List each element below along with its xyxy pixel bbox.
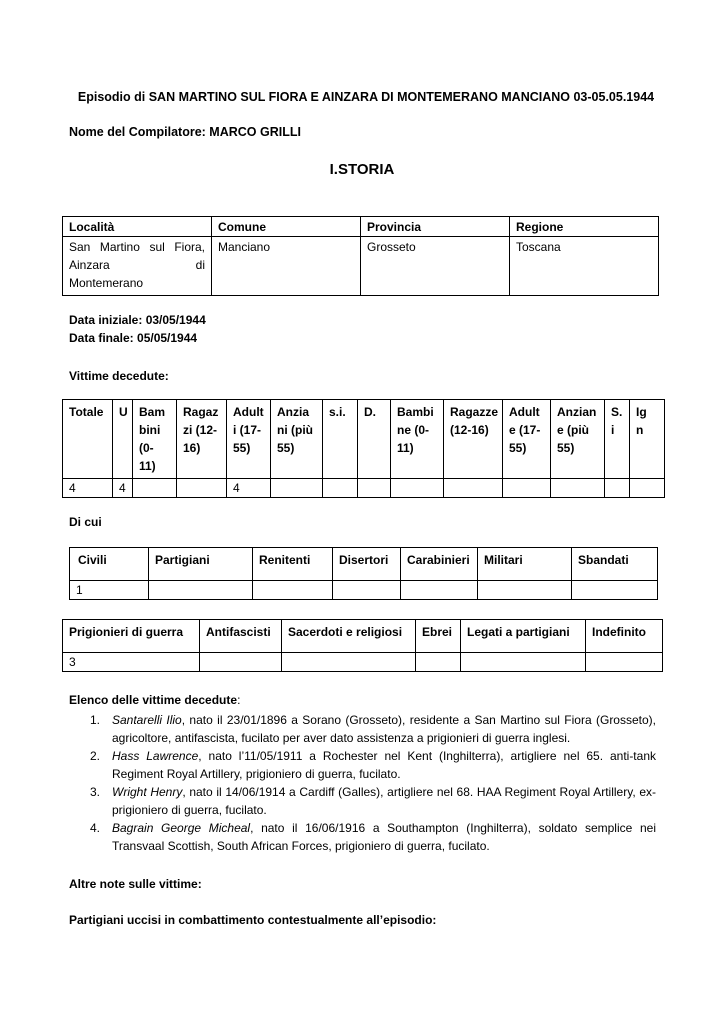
cat1-header-militari: Militari <box>478 548 572 581</box>
cat1-header-carabinieri: Carabinieri <box>401 548 478 581</box>
victims-value-adulti: 4 <box>227 479 271 498</box>
location-value-regione: Toscana <box>510 237 659 296</box>
cat1-value-disertori <box>333 581 401 600</box>
location-value-provincia: Grosseto <box>361 237 510 296</box>
end-date: Data finale: 05/05/1944 <box>69 331 198 345</box>
victims-value-bambini <box>133 479 177 498</box>
victims-header-bambini: Bam bini (0- 11) <box>133 400 177 479</box>
victims-header-adulte: Adult e (17- 55) <box>503 400 551 479</box>
victim-name: Bagrain George Micheal <box>112 821 251 835</box>
list-item <box>90 711 656 747</box>
victims-value-ragazzi <box>177 479 227 498</box>
victims-header-ragazze: Ragazze (12-16) <box>444 400 503 479</box>
victims-value-si <box>323 479 358 498</box>
cat1-value-carabinieri <box>401 581 478 600</box>
cat2-header-sacerdoti: Sacerdoti e religiosi <box>282 620 416 653</box>
victim-name: Wright Henry <box>112 785 183 799</box>
victims-header-totale: Totale <box>63 400 113 479</box>
victims-value-ign <box>630 479 665 498</box>
victims-value-d <box>358 479 391 498</box>
cat1-value-militari <box>478 581 572 600</box>
list-item-number: 2. <box>90 749 101 763</box>
location-value-localita <box>63 237 212 296</box>
victim-details: , nato il 16/06/1916 a Southampton (Inghilterra), soldato semplice nei Transvaal Scottish, South African Forces, prigioniero di guerra, fucilato. <box>112 821 656 853</box>
victims-value-totale: 4 <box>63 479 113 498</box>
start-date: Data iniziale: 03/05/1944 <box>69 313 206 327</box>
cat1-value-partigiani <box>149 581 253 600</box>
list-item-number: 3. <box>90 785 101 799</box>
victims-value-anziane <box>551 479 605 498</box>
victims-header-d: D. <box>358 400 391 479</box>
section-heading: I.STORIA <box>329 161 395 178</box>
di-cui-label: Di cui <box>69 515 102 529</box>
cat2-value-prigionieri: 3 <box>63 653 200 672</box>
victims-table <box>62 399 665 498</box>
victims-value-ragazze <box>444 479 503 498</box>
victims-header-anziani: Anzia ni (più 55) <box>271 400 323 479</box>
localita-line-2: Ainzara di <box>69 258 205 272</box>
victims-header-si: s.i. <box>323 400 358 479</box>
cat2-value-indefinito <box>586 653 663 672</box>
compiler-name: Nome del Compilatore: MARCO GRILLI <box>69 125 301 139</box>
other-notes-label: Altre note sulle vittime: <box>69 877 202 891</box>
category-table-1 <box>69 547 658 600</box>
cat1-header-renitenti: Renitenti <box>253 548 333 581</box>
list-item <box>90 819 656 855</box>
cat1-value-civili: 1 <box>70 581 149 600</box>
episode-title: Episodio di SAN MARTINO SUL FIORA E AINZARA DI MONTEMERANO MANCIANO 03-05.05.1944 <box>77 90 655 104</box>
list-item-number: 4. <box>90 821 101 835</box>
list-item <box>90 747 656 783</box>
partisans-label: Partigiani uccisi in combattimento contestualmente all’episodio: <box>69 913 437 927</box>
cat1-header-sbandati: Sbandati <box>572 548 658 581</box>
cat1-value-renitenti <box>253 581 333 600</box>
victims-list-heading <box>69 693 240 707</box>
victims-header-si-f: S. i <box>605 400 630 479</box>
victims-value-u: 4 <box>113 479 133 498</box>
cat2-value-ebrei <box>416 653 461 672</box>
victims-value-anziani <box>271 479 323 498</box>
victim-name: Santarelli Ilio <box>112 713 182 727</box>
location-header-provincia: Provincia <box>361 217 510 237</box>
location-header-localita: Località <box>63 217 212 237</box>
location-header-regione: Regione <box>510 217 659 237</box>
location-header-comune: Comune <box>212 217 361 237</box>
victim-details: , nato il 23/01/1896 a Sorano (Grosseto), residente a San Martino sul Fiora (Grosseto), agricoltore, antifascista, fucilato per aver dato assistenza a prigionieri di guerra inglesi. <box>112 713 656 745</box>
cat2-header-antifascisti: Antifascisti <box>200 620 282 653</box>
victims-header-u: U <box>113 400 133 479</box>
victim-details: , nato l’11/05/1911 a Rochester nel Kent (Inghilterra), artigliere nel 65. anti-tank Regiment Royal Artillery, prigioniero di guerra, fucilato. <box>112 749 656 781</box>
victims-header-adulti: Adult i (17- 55) <box>227 400 271 479</box>
cat2-header-ebrei: Ebrei <box>416 620 461 653</box>
list-item-number: 1. <box>90 713 101 727</box>
victims-label: Vittime decedute: <box>69 369 169 383</box>
cat2-header-legati: Legati a partigiani <box>461 620 586 653</box>
cat2-value-antifascisti <box>200 653 282 672</box>
localita-line-3: Montemerano <box>69 276 144 290</box>
victims-header-ragazzi: Ragaz zi (12- 16) <box>177 400 227 479</box>
cat1-value-sbandati <box>572 581 658 600</box>
localita-line-1: San Martino sul Fiora, <box>69 240 205 254</box>
victim-details: , nato il 14/06/1914 a Cardiff (Galles), artigliere nel 68. HAA Regiment Royal Artillery, ex-prigioniero di guerra, fucilato. <box>112 785 656 817</box>
victims-header-ign: Ig n <box>630 400 665 479</box>
victims-list <box>90 711 656 855</box>
victims-value-bambine <box>391 479 444 498</box>
cat2-value-sacerdoti <box>282 653 416 672</box>
victims-header-bambine: Bambi ne (0- 11) <box>391 400 444 479</box>
list-item <box>90 783 656 819</box>
location-table <box>62 216 659 296</box>
victims-header-anziane: Anzian e (più 55) <box>551 400 605 479</box>
cat1-header-civili: Civili <box>70 548 149 581</box>
victims-value-adulte <box>503 479 551 498</box>
cat1-header-disertori: Disertori <box>333 548 401 581</box>
category-table-2 <box>62 619 663 672</box>
cat2-header-prigionieri: Prigionieri di guerra <box>63 620 200 653</box>
victims-value-si-f <box>605 479 630 498</box>
cat2-header-indefinito: Indefinito <box>586 620 663 653</box>
cat2-value-legati <box>461 653 586 672</box>
victim-name: Hass Lawrence <box>112 749 199 763</box>
victims-list-label: Elenco delle vittime decedute <box>69 693 238 707</box>
victims-list-colon: : <box>237 693 241 707</box>
location-value-comune: Manciano <box>212 237 361 296</box>
cat1-header-partigiani: Partigiani <box>149 548 253 581</box>
